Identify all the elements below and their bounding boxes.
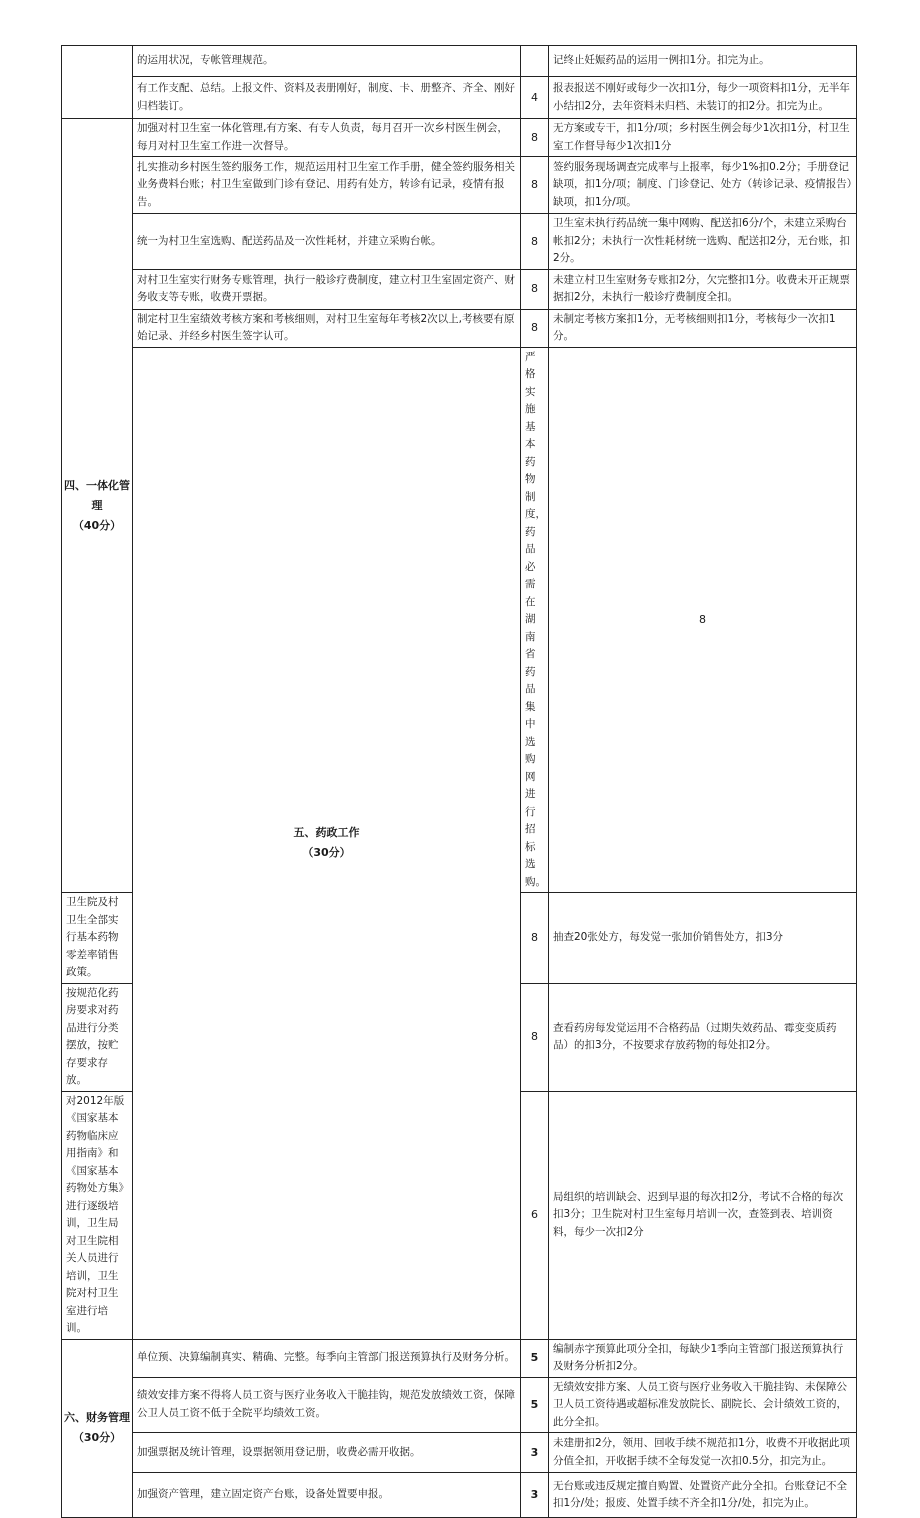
criteria-cell: 抽查20张处方，每发觉一张加价销售处方，扣3分 [549, 893, 857, 984]
table-row [62, 309, 857, 347]
criteria-cell: 无方案或专干，扣1分/项；乡村医生例会每少1次扣1分，村卫生室工作督导每少1次扣1分 [549, 119, 857, 157]
content-cell: 按规范化药房要求对药品进行分类摆放，按贮存要求存放。 [62, 983, 133, 1091]
content-cell: 卫生院及村卫生全部实行基本药物零差率销售政策。 [62, 893, 133, 984]
score-cell: 5 [521, 1339, 549, 1377]
table-row [62, 157, 857, 214]
content-cell: 绩效安排方案不得将人员工资与医疗业务收入干脆挂钩，规范发放绩效工资，保障公卫人员工资不低于全院平均绩效工资。 [133, 1377, 521, 1433]
score-cell: 8 [521, 269, 549, 309]
content-cell: 对2012年版《国家基本药物临床应用指南》和《国家基本药物处方集》进行逐级培训，卫生局对卫生院相关人员进行培训，卫生院对村卫生室进行培训。 [62, 1091, 133, 1339]
table-row [62, 77, 857, 119]
content-cell: 有工作支配、总结。上报文件、资料及表册刚好，制度、卡、册整齐、齐全、刚好归档装订。 [133, 77, 521, 119]
category-name: 五、药政工作 [293, 826, 360, 839]
table-row [62, 347, 857, 893]
table-row [62, 214, 857, 270]
category-integration [62, 119, 133, 893]
category-cell-blank [62, 46, 133, 119]
score-cell: 8 [521, 983, 549, 1091]
criteria-cell: 无绩效安排方案、人员工资与医疗业务收入干脆挂钩、未保障公卫人员工资待遇或超标准发放院长、副院长、会计绩效工资的，此分全扣。 [549, 1377, 857, 1433]
table-row [62, 46, 857, 77]
criteria-cell: 报表报送不刚好或每少一次扣1分，每少一项资料扣1分，无半年小结扣2分，去年资料未归档、未装订的扣2分。扣完为止。 [549, 77, 857, 119]
table-row [62, 119, 857, 157]
criteria-cell: 卫生室未执行药品统一集中网购、配送扣6分/个，未建立采购台帐扣2分；未执行一次性耗材统一选购、配送扣2分，无台账，扣2分。 [549, 214, 857, 270]
score-cell: 8 [521, 893, 549, 984]
score-cell [521, 46, 549, 77]
evaluation-table [61, 45, 857, 1518]
table-row [62, 1433, 857, 1473]
content-cell: 加强票据及统计管理，设票据领用登记册，收费必需开收据。 [133, 1433, 521, 1473]
category-name: 六、财务管理 [64, 1411, 130, 1425]
table-row [62, 1377, 857, 1433]
table-row [62, 269, 857, 309]
criteria-cell: 编制赤字预算此项分全扣，每缺少1季向主管部门报送预算执行及财务分析扣2分。 [549, 1339, 857, 1377]
table-row [62, 1473, 857, 1518]
content-cell: 加强资产管理，建立固定资产台账，设备处置要申报。 [133, 1473, 521, 1518]
criteria-cell: 未建立村卫生室财务专账扣2分，欠完整扣1分。收费未开正规票据扣2分，未执行一般诊疗费制度全扣。 [549, 269, 857, 309]
content-cell: 严格实施基本药物制度，药品必需在湖南省药品集中选购网进行招标选购。 [521, 347, 549, 893]
criteria-cell: 无台账或违反规定擅自购置、处置资产此分全扣。台账登记不全扣1分/处；报废、处置手续不齐全扣1分/处，扣完为止。 [549, 1473, 857, 1518]
content-cell: 加强对村卫生室一体化管理,有方案、有专人负责，每月召开一次乡村医生例会，每月对村卫生室工作进一次督导。 [133, 119, 521, 157]
score-cell: 5 [521, 1377, 549, 1433]
criteria-cell: 未建册扣2分，领用、回收手续不规范扣1分，收费不开收据此项分值全扣，开收据手续不全每发觉一次扣0.5分，扣完为止。 [549, 1433, 857, 1473]
score-cell: 8 [521, 214, 549, 270]
score-cell: 8 [521, 309, 549, 347]
category-finance [62, 1339, 133, 1518]
category-points: （40分） [72, 518, 122, 532]
content-cell: 单位预、决算编制真实、精确、完整。每季向主管部门报送预算执行及财务分析。 [133, 1339, 521, 1377]
criteria-cell: 记终止妊娠药品的运用一例扣1分。扣完为止。 [549, 46, 857, 77]
score-cell: 8 [521, 157, 549, 214]
criteria-cell: 查看药房每发觉运用不合格药品（过期失效药品、霉变变质药品）的扣3分，不按要求存放药物的每处扣2分。 [549, 983, 857, 1091]
category-points: （30分） [72, 1431, 122, 1445]
criteria-cell: 签约服务现场调查完成率与上报率，每少1%扣0.2分；手册登记缺项，扣1分/项；制度、门诊登记、处方（转诊记录、疫情报告）缺项，扣1分/项。 [549, 157, 857, 214]
category-points: （30分） [302, 846, 351, 859]
content-cell: 统一为村卫生室选购、配送药品及一次性耗材，并建立采购台帐。 [133, 214, 521, 270]
score-cell: 8 [549, 347, 857, 893]
score-cell: 6 [521, 1091, 549, 1339]
content-cell: 制定村卫生室绩效考核方案和考核细则，对村卫生室每年考核2次以上,考核要有原始记录、并经乡村医生签字认可。 [133, 309, 521, 347]
content-cell: 的运用状况，专帐管理规范。 [133, 46, 521, 77]
score-cell: 3 [521, 1473, 549, 1518]
criteria-cell: 局组织的培训缺会、迟到早退的每次扣2分，考试不合格的每次扣3分；卫生院对村卫生室每月培训一次，查签到表、培训资料，每少一次扣2分 [549, 1091, 857, 1339]
table-row [62, 1339, 857, 1377]
content-cell: 对村卫生室实行财务专账管理，执行一般诊疗费制度，建立村卫生室固定资产、财务收支等专账，收费开票据。 [133, 269, 521, 309]
score-cell: 4 [521, 77, 549, 119]
criteria-cell: 未制定考核方案扣1分，无考核细则扣1分，考核每少一次扣1分。 [549, 309, 857, 347]
category-name: 四、一体化管理 [64, 478, 130, 512]
score-cell: 3 [521, 1433, 549, 1473]
content-cell: 扎实推动乡村医生签约服务工作，规范运用村卫生室工作手册，健全签约服务相关业务费料台账；村卫生室做到门诊有登记、用药有处方，转诊有记录，疫情有报告。 [133, 157, 521, 214]
score-cell: 8 [521, 119, 549, 157]
category-pharmacy [133, 347, 521, 1339]
